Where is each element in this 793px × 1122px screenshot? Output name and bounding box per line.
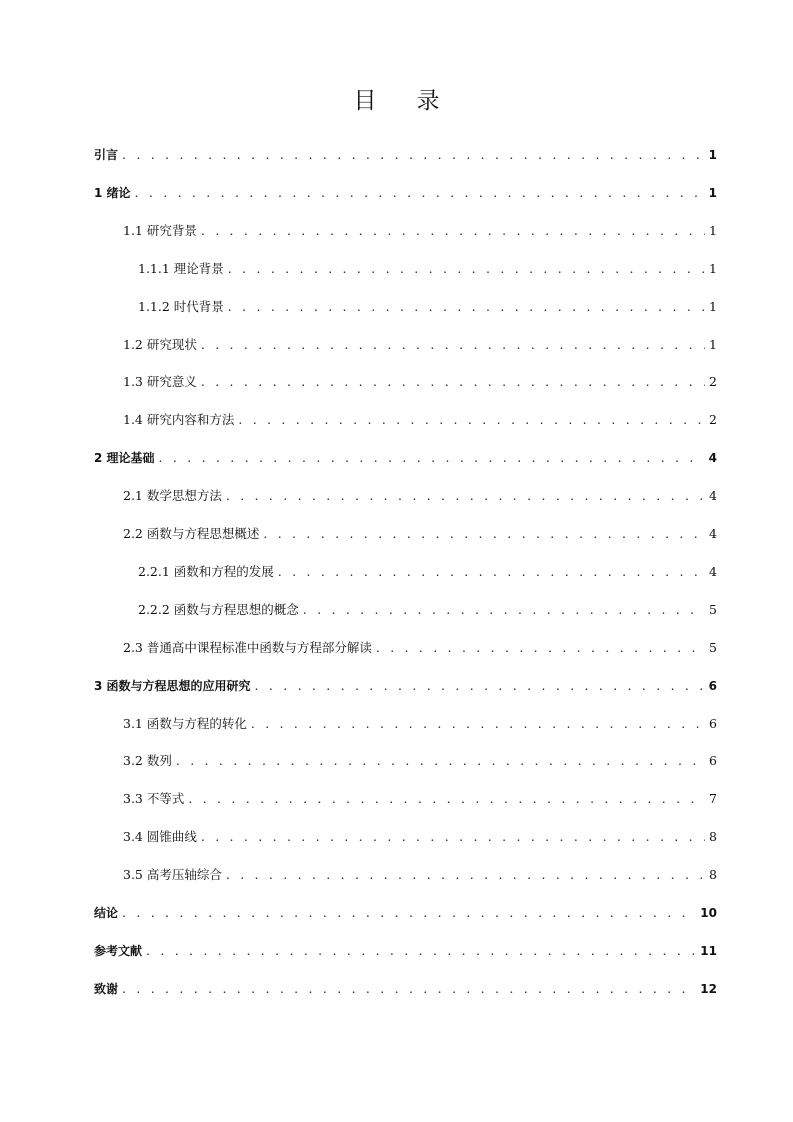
toc-entry-label: 2.1 数学思想方法 [123,488,222,504]
toc-entry-label: 1.1.1 理论背景 [138,260,224,276]
toc-leader-dots [228,296,705,318]
toc-entry-label: 参考文献 [94,943,143,958]
toc-leader-dots [226,485,705,507]
toc-entry[interactable] [138,561,717,583]
toc-entry-page: 8 [709,867,717,883]
toc-entry-page: 10 [700,906,717,920]
toc-entry[interactable] [123,788,717,810]
toc-leader-dots [188,788,705,810]
toc-entry-label: 3.5 高考压轴综合 [123,867,222,883]
toc-title: 目录 [353,88,480,114]
toc-leader-dots [201,334,705,356]
toc-entry[interactable] [94,940,717,962]
toc-entry[interactable] [123,220,717,242]
toc-entry-label: 3.4 圆锥曲线 [123,829,197,845]
toc-entry[interactable] [138,296,717,318]
toc-leader-dots [146,940,696,962]
toc-entry-label: 1.1.2 时代背景 [138,298,224,314]
toc-entry-page: 5 [709,639,717,655]
toc-entry-label: 2.3 普通高中课程标准中函数与方程部分解读 [123,639,372,655]
toc-entry[interactable] [123,334,717,356]
toc-entry-page: 1 [709,336,717,352]
toc-entry-page: 8 [709,829,717,845]
toc-entry-label: 2 理论基础 [94,451,155,466]
toc-entry-label: 2.2.2 函数与方程思想的概念 [138,601,299,617]
toc-entry[interactable] [123,750,717,772]
toc-entry[interactable] [123,523,717,545]
toc-entry-page: 1 [708,185,717,200]
toc-leader-dots [278,561,705,583]
toc-entry-page: 1 [709,298,717,314]
toc-entry-page: 4 [709,488,717,504]
toc-entry[interactable] [123,864,717,886]
toc-leader-dots [228,258,705,280]
toc-entry[interactable] [94,144,717,166]
toc-entry-label: 致谢 [94,981,119,996]
toc-entry-label: 1.1 研究背景 [123,222,197,238]
toc-entry-page: 6 [709,753,717,769]
toc-leader-dots [135,182,705,204]
toc-leader-dots [251,713,705,735]
toc-entry-label: 引言 [94,148,119,162]
toc-entry-page: 1 [709,222,717,238]
toc-entry-label: 3.3 不等式 [123,791,185,807]
toc-entry-label: 3.1 函数与方程的转化 [123,715,247,731]
toc-entry-page: 2 [709,374,717,390]
toc-entry[interactable] [123,826,717,848]
toc-entry-page: 6 [708,678,717,693]
toc-entry-label: 3 函数与方程思想的应用研究 [94,678,251,693]
toc-entry-page: 5 [709,601,717,617]
toc-leader-dots [176,750,705,772]
toc-entry-label: 3.2 数列 [123,753,172,769]
toc-entry[interactable] [123,485,717,507]
toc-entry[interactable] [94,182,717,204]
toc-leader-dots [201,826,705,848]
toc-entry-label: 1.4 研究内容和方法 [123,412,235,428]
toc-leader-dots [226,864,705,886]
toc-entry-page: 6 [709,715,717,731]
toc-leader-dots [263,523,705,545]
toc-leader-dots [201,371,705,393]
toc-entry-page: 7 [709,791,717,807]
toc-entry-page: 4 [709,526,717,541]
toc-entry[interactable] [138,599,717,621]
toc-entry[interactable] [123,637,717,659]
toc-entry-label: 2.2.1 函数和方程的发展 [138,563,274,579]
toc-entry-page: 12 [700,981,717,996]
toc-entry-label: 1.3 研究意义 [123,374,197,390]
toc-entry-page: 2 [709,412,717,428]
toc-entry-page: 1 [709,260,717,276]
toc-entry[interactable] [123,371,717,393]
toc-leader-dots [122,902,696,924]
toc-entry-label: 结论 [94,906,119,920]
toc-entry[interactable] [94,978,717,1000]
toc-entry-page: 11 [700,943,717,958]
toc-leader-dots [303,599,705,621]
toc-entry-page: 4 [709,563,717,579]
toc-entry-label: 1 绪论 [94,185,131,200]
toc-leader-dots [238,409,705,431]
toc-entry[interactable] [123,713,717,735]
toc-entry[interactable] [138,258,717,280]
toc-leader-dots [255,675,705,697]
toc-leader-dots [122,144,705,166]
toc-leader-dots [376,637,705,659]
toc-entry[interactable] [94,447,717,469]
toc-entry-page: 4 [708,451,717,466]
toc-leader-dots [159,447,705,469]
toc-entry-label: 2.2 函数与方程思想概述 [123,526,260,541]
toc-entry-page: 1 [708,148,717,162]
toc-entry[interactable] [94,902,717,924]
toc-entry[interactable] [123,409,717,431]
toc-entry[interactable] [94,675,717,697]
toc-leader-dots [201,220,705,242]
toc-entry-label: 1.2 研究现状 [123,336,197,352]
toc-leader-dots [122,978,696,1000]
